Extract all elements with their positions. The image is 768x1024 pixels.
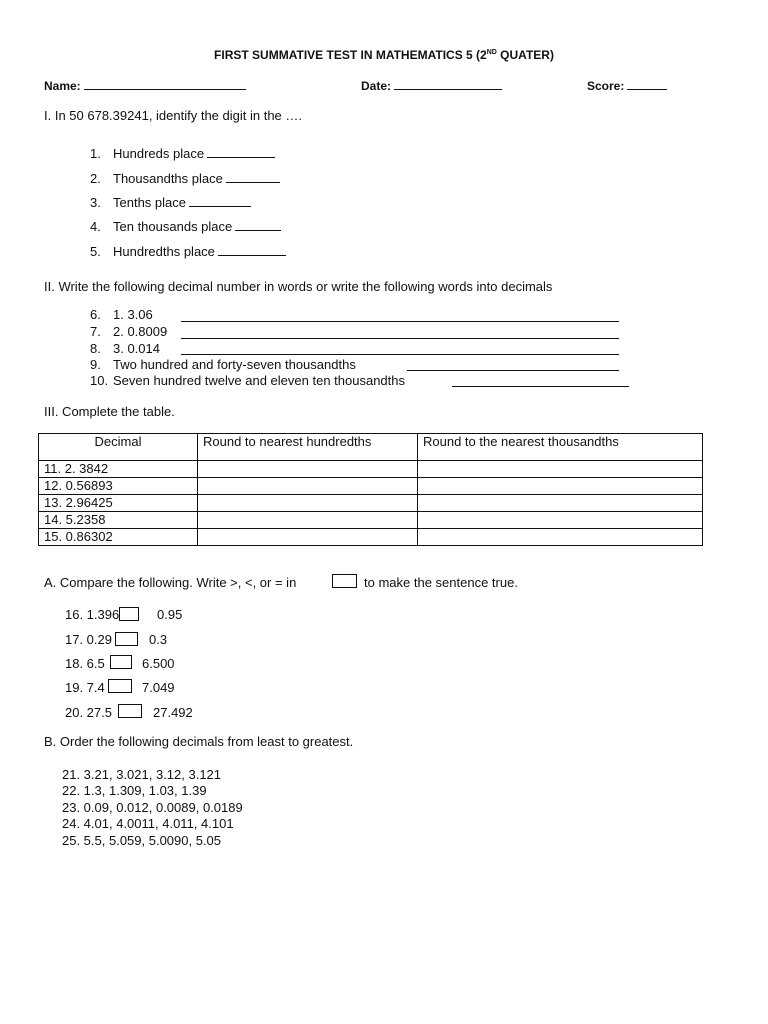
part2-instruction: II. Write the following decimal number in words or write the following words into decimals [44,279,553,294]
part1-instruction: I. In 50 678.39241, identify the digit in the …. [44,108,303,123]
table-row [39,461,703,478]
compare-right: 6.500 [142,656,175,671]
score-label: Score: [587,79,625,93]
list-item: 2. Thousandths place [90,171,280,186]
date-field[interactable] [361,78,502,93]
answer-line[interactable] [181,345,619,355]
page-title: FIRST SUMMATIVE TEST IN MATHEMATICS 5 (2ND QUATER) [214,48,554,62]
column-header-hundredths: Round to nearest hundredths [198,434,418,461]
partA-instruction-start: A. Compare the following. Write >, <, or = in [44,575,297,590]
answer-cell[interactable] [418,461,703,478]
list-item: 22. 1.3, 1.309, 1.03, 1.39 [62,783,207,798]
name-field[interactable] [44,78,246,93]
list-item: 5. Hundredths place [90,244,286,259]
table-row [39,512,703,529]
decimal-cell: 11. 2. 3842 [39,461,198,478]
answer-cell[interactable] [198,495,418,512]
compare-right: 7.049 [142,680,175,695]
list-item: 7. 2. 0.8009 [90,324,168,339]
compare-left: 16. 1.396 [65,607,120,622]
compare-left: 18. 6.5 [65,656,105,671]
list-item: 25. 5.5, 5.059, 5.0090, 5.05 [62,833,222,848]
compare-answer-box[interactable] [118,704,142,718]
list-item: 21. 3.21, 3.021, 3.12, 3.121 [62,767,222,782]
compare-right: 27.492 [153,705,193,720]
answer-line[interactable] [181,312,619,322]
answer-cell[interactable] [198,461,418,478]
column-header-thousandths: Round to the nearest thousandths [418,434,703,461]
table-row [39,495,703,512]
decimal-cell: 13. 2.96425 [39,495,198,512]
list-item: 3. Tenths place [90,195,251,210]
score-field[interactable] [587,78,667,93]
compare-left: 20. 27.5 [65,705,112,720]
decimal-cell: 12. 0.56893 [39,478,198,495]
compare-answer-box[interactable] [110,655,132,669]
decimal-cell: 15. 0.86302 [39,529,198,546]
list-item: 6. 1. 3.06 [90,307,153,322]
list-item: 1. Hundreds place [90,146,275,161]
answer-line[interactable] [181,329,619,339]
table-row [39,529,703,546]
answer-cell[interactable] [198,478,418,495]
answer-cell[interactable] [418,529,703,546]
compare-answer-box[interactable] [115,632,138,646]
example-answer-box [332,574,357,588]
compare-left: 19. 7.4 [65,680,105,695]
date-label: Date: [361,79,392,93]
partA-instruction-end: to make the sentence true. [364,575,518,590]
list-item: 9. Two hundred and forty-seven thousandths [90,357,356,372]
answer-line[interactable] [452,377,629,387]
compare-answer-box[interactable] [119,607,139,621]
compare-answer-box[interactable] [108,679,132,693]
answer-cell[interactable] [418,512,703,529]
list-item: 4. Ten thousands place [90,219,281,234]
rounding-table [38,433,703,546]
answer-cell[interactable] [418,478,703,495]
list-item: 10. Seven hundred twelve and eleven ten thousandths [90,373,405,388]
list-item: 8. 3. 0.014 [90,341,160,356]
column-header-decimal: Decimal [39,434,198,461]
compare-right: 0.3 [149,632,168,647]
answer-line[interactable] [407,361,619,371]
answer-cell[interactable] [418,495,703,512]
list-item: 24. 4.01, 4.0011, 4.011, 4.101 [62,816,234,831]
part3-instruction: III. Complete the table. [44,404,175,419]
name-label: Name: [44,79,81,93]
answer-cell[interactable] [198,512,418,529]
answer-cell[interactable] [198,529,418,546]
list-item: 23. 0.09, 0.012, 0.0089, 0.0189 [62,800,243,815]
decimal-cell: 14. 5.2358 [39,512,198,529]
partB-instruction: B. Order the following decimals from least to greatest. [44,734,354,749]
table-header-row [39,434,703,461]
compare-right: 0.95 [157,607,183,622]
table-row [39,478,703,495]
compare-left: 17. 0.29 [65,632,112,647]
